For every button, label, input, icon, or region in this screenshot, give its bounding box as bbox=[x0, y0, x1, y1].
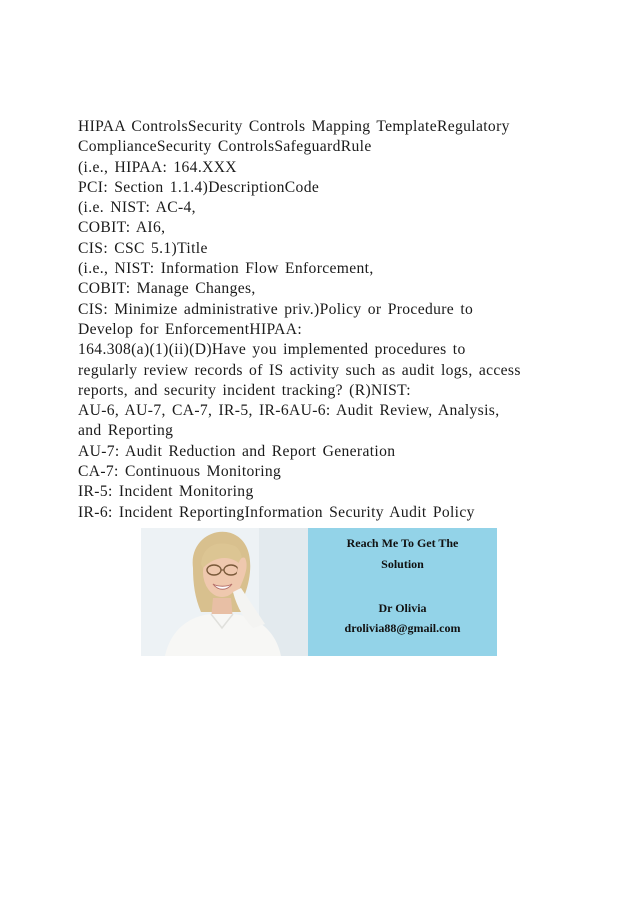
text-line: (i.e., NIST: Information Flow Enforcement, bbox=[78, 260, 374, 278]
text-line: CIS: Minimize administrative priv.)Policy or Procedure to bbox=[78, 300, 474, 318]
contact-ad-banner bbox=[141, 528, 497, 656]
text-line: ComplianceSecurity ControlsSafeguardRule bbox=[78, 138, 372, 156]
ad-contact-email[interactable]: drolivia88@gmail.com bbox=[344, 621, 461, 635]
text-line: HIPAA ControlsSecurity Controls Mapping TemplateRegulatory bbox=[78, 118, 510, 135]
text-line: COBIT: Manage Changes, bbox=[78, 280, 256, 298]
text-line: regularly review records of IS activity such as audit logs, access bbox=[78, 361, 521, 379]
text-line: IR-5: Incident Monitoring bbox=[78, 483, 254, 501]
text-line: CA-7: Continuous Monitoring bbox=[78, 463, 282, 481]
text-line: COBIT: AI6, bbox=[78, 219, 166, 237]
document-body bbox=[78, 117, 578, 523]
text-line: 164.308(a)(1)(ii)(D)Have you implemented procedures to bbox=[78, 341, 466, 359]
text-line: AU-7: Audit Reduction and Report Generation bbox=[78, 442, 396, 460]
text-line: CIS: CSC 5.1)Title bbox=[78, 239, 208, 257]
ad-headline-line-2: Solution bbox=[381, 557, 424, 571]
text-line: PCI: Section 1.1.4)DescriptionCode bbox=[78, 178, 320, 196]
text-line: and Reporting bbox=[78, 422, 174, 440]
text-line: Develop for EnforcementHIPAA: bbox=[78, 320, 303, 338]
ad-headline: Reach Me To Get The bbox=[346, 536, 459, 550]
text-line: AU-6, AU-7, CA-7, IR-5, IR-6AU-6: Audit Review, Analysis, bbox=[78, 402, 500, 420]
text-line: reports, and security incident tracking? (R)NIST: bbox=[78, 381, 411, 399]
ad-contact-name: Dr Olivia bbox=[378, 601, 427, 615]
text-line: IR-6: Incident ReportingInformation Security Audit Policy bbox=[78, 503, 475, 521]
contact-panel bbox=[308, 528, 497, 656]
text-line: (i.e. NIST: AC-4, bbox=[78, 199, 196, 217]
text-line: (i.e., HIPAA: 164.XXX bbox=[78, 158, 237, 176]
woman-portrait-photo bbox=[141, 528, 308, 656]
